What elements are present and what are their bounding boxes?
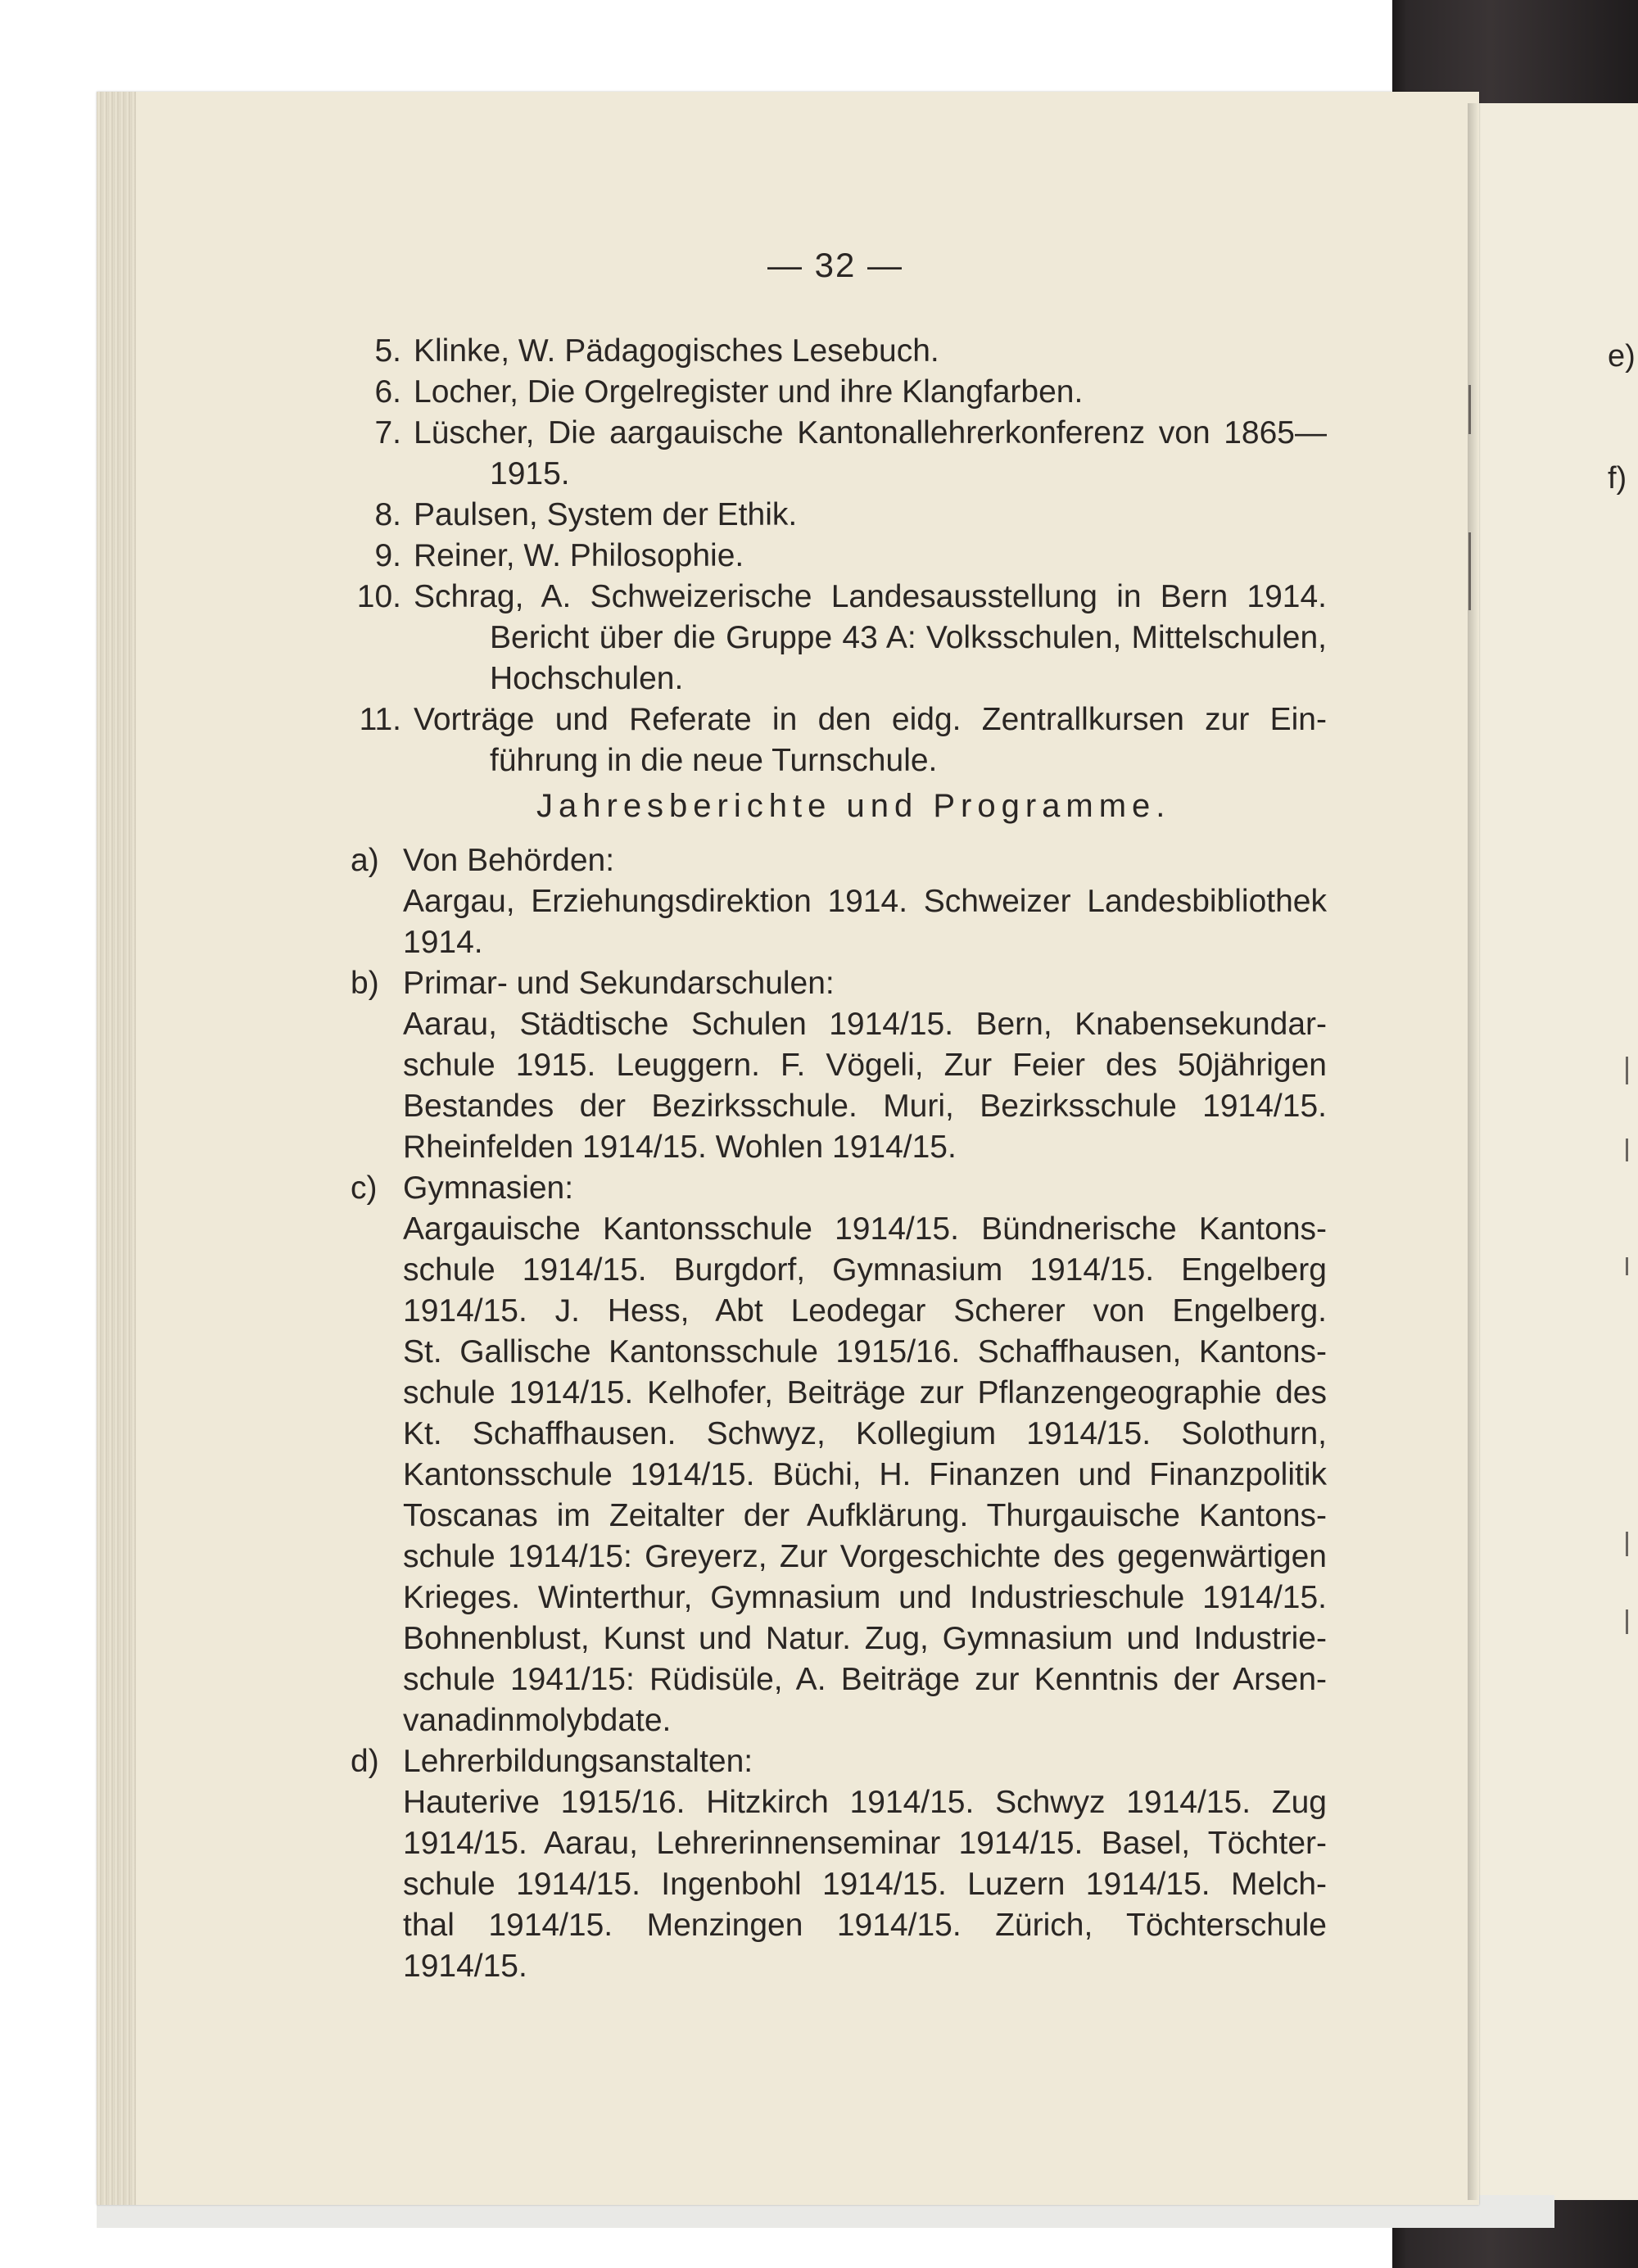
- entry-text: Lüscher, Die aargauische Kantonallehrerkonferenz von 1865—: [414, 415, 1327, 450]
- section-heading: Jahresberichte und Programme.: [536, 788, 1171, 824]
- entry-number: 10.: [356, 579, 401, 614]
- next-page-fragment: [1626, 1057, 1628, 1084]
- section-line: Krieges. Winterthur, Gymnasium und Industrieschule 1914/15.: [403, 1580, 1327, 1615]
- section-line: Kantonsschule 1914/15. Büchi, H. Finanzen und Finanzpolitik: [403, 1457, 1327, 1492]
- entry-number: 5.: [374, 333, 401, 369]
- entry-text-continued: Bericht über die Gruppe 43 A: Volksschulen, Mittelschulen,: [490, 620, 1327, 655]
- entry-number: 6.: [374, 374, 401, 410]
- section-line: Hauterive 1915/16. Hitzkirch 1914/15. Schwyz 1914/15. Zug: [403, 1785, 1327, 1820]
- section-line: Toscanas im Zeitalter der Aufklärung. Thurgauische Kantons-: [403, 1498, 1327, 1533]
- section-letter: a): [351, 843, 379, 878]
- section-line: schule 1914/15. Ingenbohl 1914/15. Luzern 1914/15. Melch-: [403, 1867, 1327, 1902]
- next-page-fragment: [1626, 1257, 1628, 1275]
- next-page-label-f: f): [1608, 461, 1627, 496]
- gutter-mark: [1468, 385, 1471, 434]
- section-line: Aargauische Kantonsschule 1914/15. Bündnerische Kantons-: [403, 1211, 1327, 1247]
- section-line: St. Gallische Kantonsschule 1915/16. Schaffhausen, Kantons-: [403, 1334, 1327, 1369]
- section-line: Aarau, Städtische Schulen 1914/15. Bern, Knabensekundar-: [403, 1007, 1327, 1042]
- entry-text-continued: 1915.: [490, 456, 570, 491]
- section-line: Bohnenblust, Kunst und Natur. Zug, Gymnasium und Industrie-: [403, 1621, 1327, 1656]
- entry-number: 9.: [374, 538, 401, 573]
- entry-text: Vorträge und Referate in den eidg. Zentrallkursen zur Ein-: [414, 702, 1327, 737]
- entry-text: Paulsen, System der Ethik.: [414, 497, 798, 532]
- entry-text-continued: führung in die neue Turnschule.: [490, 743, 938, 778]
- section-line: 1914/15. J. Hess, Abt Leodegar Scherer von Engelberg.: [403, 1293, 1327, 1329]
- section-line: schule 1915. Leuggern. F. Vögeli, Zur Feier des 50jährigen: [403, 1048, 1327, 1083]
- entry-text: Locher, Die Orgelregister und ihre Klangfarben.: [414, 374, 1084, 410]
- entry-number: 7.: [374, 415, 401, 450]
- section-line: schule 1914/15. Kelhofer, Beiträge zur Pflanzengeographie des: [403, 1375, 1327, 1410]
- entry-text: Schrag, A. Schweizerische Landesausstellung in Bern 1914.: [414, 579, 1327, 614]
- section-line: Aargau, Erziehungsdirektion 1914. Schweizer Landesbibliothek: [403, 884, 1327, 919]
- next-page-label-e: e): [1608, 339, 1636, 373]
- gutter-mark: [1468, 532, 1471, 610]
- section-letter: b): [351, 966, 379, 1001]
- entry-text: Reiner, W. Philosophie.: [414, 538, 744, 573]
- next-page-fragment: [1626, 1139, 1628, 1161]
- entry-number: 8.: [374, 497, 401, 532]
- section-line: 1914/15. Aarau, Lehrerinnenseminar 1914/15. Basel, Töchter-: [403, 1826, 1327, 1861]
- section-line: Bestandes der Bezirksschule. Muri, Bezirksschule 1914/15.: [403, 1089, 1327, 1124]
- section-line: schule 1914/15: Greyerz, Zur Vorgeschichte des gegenwärtigen: [403, 1539, 1327, 1574]
- section-line: Rheinfelden 1914/15. Wohlen 1914/15.: [403, 1129, 957, 1165]
- section-line: vanadinmolybdate.: [403, 1703, 672, 1738]
- section-line: Kt. Schaffhausen. Schwyz, Kollegium 1914/15. Solothurn,: [403, 1416, 1327, 1451]
- section-letter: c): [351, 1170, 378, 1206]
- section-line: 1914.: [403, 925, 483, 960]
- page-number: — 32 —: [767, 246, 904, 284]
- section-title: Primar- und Sekundarschulen:: [403, 966, 835, 1001]
- section-title: Gymnasien:: [403, 1170, 574, 1206]
- next-page-fragment: [1626, 1609, 1628, 1634]
- section-title: Lehrerbildungsanstalten:: [403, 1744, 753, 1779]
- entry-number: 11.: [359, 702, 401, 737]
- section-line: schule 1914/15. Burgdorf, Gymnasium 1914/15. Engelberg: [403, 1252, 1327, 1288]
- next-page-strip: [1474, 103, 1638, 2200]
- entry-text-continued: Hochschulen.: [490, 661, 684, 696]
- next-page-fragment: [1626, 1532, 1628, 1556]
- section-line: thal 1914/15. Menzingen 1914/15. Zürich, Töchterschule 1914/15.: [403, 1908, 1327, 1984]
- section-line: schule 1941/15: Rüdisüle, A. Beiträge zur Kenntnis der Arsen-: [403, 1662, 1327, 1697]
- page-edges: [97, 92, 136, 2205]
- section-letter: d): [351, 1744, 379, 1779]
- section-title: Von Behörden:: [403, 843, 615, 878]
- entry-text: Klinke, W. Pädagogisches Lesebuch.: [414, 333, 939, 369]
